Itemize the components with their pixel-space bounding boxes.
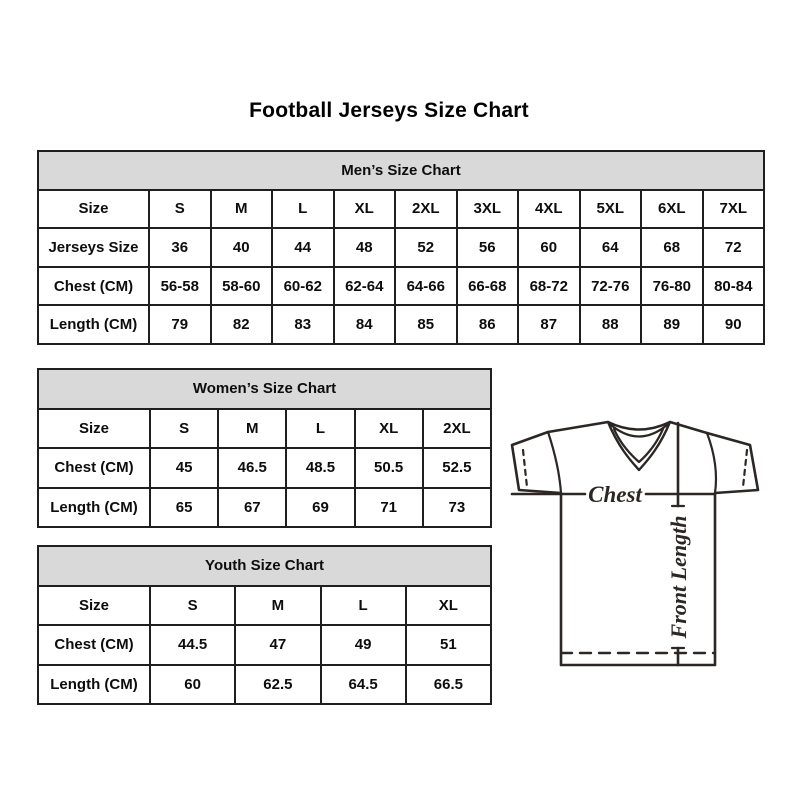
cell-value: 6XL [641,190,703,229]
table-row [38,586,491,626]
cell-value: 64-66 [395,267,457,306]
cell-value: 60-62 [272,267,334,306]
cell-value: 62-64 [334,267,396,306]
cell-value: 52.5 [423,448,491,488]
cell-value: 7XL [703,190,765,229]
cell-value: 69 [286,488,354,528]
right-cuff-dashed-line [743,450,747,487]
cell-value: 60 [518,228,580,267]
cell-value: 51 [406,625,491,665]
cell-value: 5XL [580,190,642,229]
table-row [38,190,764,229]
cell-value: 64 [580,228,642,267]
cell-value: 49 [321,625,406,665]
cell-value: 68-72 [518,267,580,306]
cell-value: 58-60 [211,267,273,306]
cell-value: 67 [218,488,286,528]
table-row [38,409,491,449]
cell-value: XL [355,409,423,449]
cell-value: 48 [334,228,396,267]
row-label: Length (CM) [38,665,150,705]
chest-label: Chest [588,482,642,507]
cell-value: 40 [211,228,273,267]
cell-value: 50.5 [355,448,423,488]
table-row [38,267,764,306]
cell-value: 76-80 [641,267,703,306]
cell-value: 73 [423,488,491,528]
cell-value: 56 [457,228,519,267]
right-armhole-seam [707,433,716,493]
cell-value: 66-68 [457,267,519,306]
cell-value: XL [334,190,396,229]
row-label: Chest (CM) [38,267,149,306]
cell-value: S [150,586,235,626]
jersey-diagram-svg [500,392,775,682]
cell-value: 86 [457,305,519,344]
cell-value: 72 [703,228,765,267]
mens-table-title: Men’s Size Chart [38,151,764,190]
table-row [38,228,764,267]
cell-value: 89 [641,305,703,344]
cell-value: S [150,409,218,449]
row-label: Length (CM) [38,305,149,344]
left-cuff-dashed-line [523,450,527,487]
cell-value: 62.5 [235,665,320,705]
cell-value: 80-84 [703,267,765,306]
cell-value: 48.5 [286,448,354,488]
cell-value: 84 [334,305,396,344]
youth-table-title: Youth Size Chart [38,546,491,586]
row-label: Jerseys Size [38,228,149,267]
cell-value: M [211,190,273,229]
cell-value: 87 [518,305,580,344]
row-label: Length (CM) [38,488,150,528]
table-row [38,305,764,344]
cell-value: 88 [580,305,642,344]
womens-size-table [37,368,492,528]
cell-value: 82 [211,305,273,344]
cell-value: 83 [272,305,334,344]
page-title: Football Jerseys Size Chart [249,99,529,122]
cell-value: L [286,409,354,449]
cell-value: 4XL [518,190,580,229]
cell-value: 2XL [395,190,457,229]
mens-size-table [37,150,765,345]
cell-value: 66.5 [406,665,491,705]
youth-size-table [37,545,492,705]
row-label: Size [38,409,150,449]
cell-value: 52 [395,228,457,267]
cell-value: 72-76 [580,267,642,306]
cell-value: 46.5 [218,448,286,488]
cell-value: M [218,409,286,449]
row-label: Size [38,190,149,229]
table-row [38,625,491,665]
cell-value: 85 [395,305,457,344]
cell-value: M [235,586,320,626]
jersey-measurement-diagram [500,392,775,682]
cell-value: 47 [235,625,320,665]
row-label: Chest (CM) [38,625,150,665]
womens-table-header-row [38,369,491,409]
cell-value: 68 [641,228,703,267]
cell-value: 44.5 [150,625,235,665]
row-label: Size [38,586,150,626]
cell-value: 2XL [423,409,491,449]
table-row [38,665,491,705]
cell-value: 64.5 [321,665,406,705]
cell-value: 90 [703,305,765,344]
cell-value: 56-58 [149,267,211,306]
cell-value: 45 [150,448,218,488]
cell-value: 44 [272,228,334,267]
cell-value: 60 [150,665,235,705]
cell-value: 36 [149,228,211,267]
cell-value: L [321,586,406,626]
left-armhole-seam [548,432,561,493]
cell-value: 79 [149,305,211,344]
table-row [38,488,491,528]
womens-table-title: Women’s Size Chart [38,369,491,409]
table-row [38,448,491,488]
cell-value: 71 [355,488,423,528]
cell-value: 65 [150,488,218,528]
front-length-label: Front Length [666,515,691,639]
row-label: Chest (CM) [38,448,150,488]
cell-value: S [149,190,211,229]
cell-value: L [272,190,334,229]
mens-table-header-row [38,151,764,190]
cell-value: 3XL [457,190,519,229]
cell-value: XL [406,586,491,626]
youth-table-header-row [38,546,491,586]
